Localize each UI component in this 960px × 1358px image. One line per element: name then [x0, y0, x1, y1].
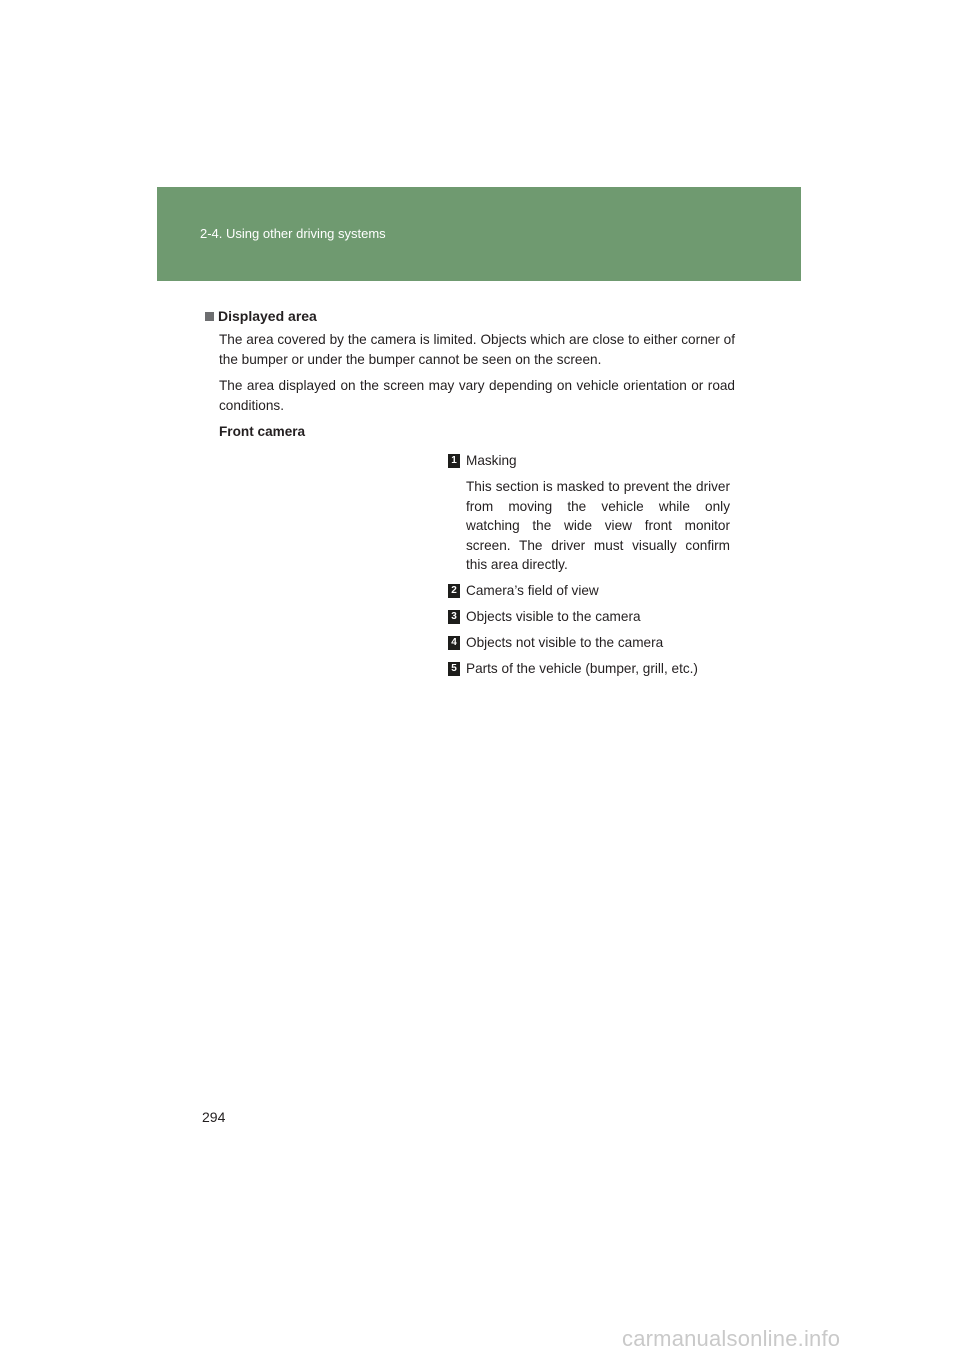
- number-badge: 1: [448, 454, 460, 468]
- legend-description: This section is masked to prevent the driver from moving the vehicle while only watching the wide view front monitor screen. The driver must visually confirm this area directly.: [466, 479, 730, 572]
- section-header-band: [157, 187, 801, 281]
- number-badge: 4: [448, 636, 460, 650]
- legend-label: Masking: [466, 453, 517, 468]
- number-badge: 2: [448, 584, 460, 598]
- front-camera-subheading: Front camera: [219, 424, 306, 439]
- legend-label: Parts of the vehicle (bumper, grill, etc.): [466, 660, 698, 676]
- legend-label: Camera’s field of view: [466, 582, 599, 598]
- legend-item: [448, 607, 730, 627]
- page-number: 294: [202, 1109, 226, 1125]
- section-title: 2-4. Using other driving systems: [200, 226, 386, 241]
- watermark-text: carmanualsonline.info: [622, 1326, 841, 1351]
- legend-label: Objects visible to the camera: [466, 608, 641, 624]
- number-badge: 5: [448, 662, 460, 676]
- figure-legend: [448, 451, 730, 685]
- legend-item: [448, 581, 730, 601]
- paragraph: The area displayed on the screen may vary depending on vehicle orientation or road conditions.: [219, 378, 735, 413]
- displayed-area-heading: [205, 308, 735, 324]
- legend-item: [448, 633, 730, 653]
- paragraph: The area covered by the camera is limited. Objects which are close to either corner of the bumper or under the bumper cannot be seen on the screen.: [219, 332, 735, 367]
- heading-text: Displayed area: [218, 308, 317, 324]
- number-badge: 3: [448, 610, 460, 624]
- legend-item: [448, 451, 730, 575]
- legend-label: Objects not visible to the camera: [466, 634, 664, 650]
- square-bullet-icon: [205, 312, 214, 321]
- legend-item: [448, 659, 730, 679]
- main-content: [205, 308, 735, 442]
